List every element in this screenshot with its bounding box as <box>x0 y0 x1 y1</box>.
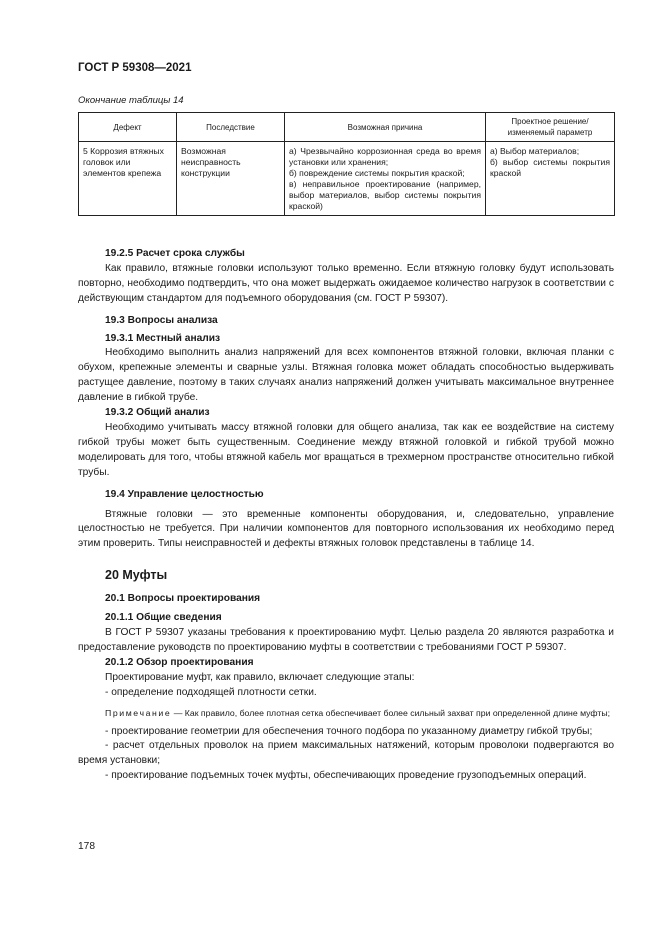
paragraph: В ГОСТ Р 59307 указаны требования к проектированию муфт. Целью раздела 20 являются разработка и предоставление руководств по проектированию муфты в соответствии с требованиями ГОСТ Р 59307. <box>78 627 614 653</box>
col-header-solution: Проектное решение/ изменяемый параметр <box>486 113 615 142</box>
cell-solutions <box>486 142 615 216</box>
solution-item: а) Выбор материалов; <box>490 146 580 156</box>
paragraph: Необходимо выполнить анализ напряжений для всех компонентов втяжной головки, включая планки с обухом, крепежные элементы и сварные узлы. Втяжная головка может обладать способностью выдерживать растущее давление, поэтому в таких случаях анализ напряжений должен учитывать максимальное внутреннее давление в гибкой трубе. <box>78 347 614 404</box>
table-header-row <box>79 113 615 142</box>
section-heading-20: 20 Муфты <box>105 568 168 583</box>
list-item: - проектирование подъемных точек муфты, обеспечивающих проведение грузоподъемных операций. <box>105 770 587 782</box>
paragraph: Как правило, втяжные головки используют только временно. Если втяжную головку будут использовать повторно, необходимо подтвердить, что она может выдержать ожидаемое количество нагрузок в соответствии с действующим стандартом для подъемного оборудования (см. ГОСТ Р 59307). <box>78 262 614 304</box>
section-heading-20-1-1: 20.1.1 Общие сведения <box>105 612 222 624</box>
note-text: — Как правило, более плотная сетка обеспечивает более сильный захват при определенной длине муфты; <box>171 707 611 718</box>
section-heading-19-3-2: 19.3.2 Общий анализ <box>105 407 210 419</box>
section-heading-19-2-5: 19.2.5 Расчет срока службы <box>105 248 245 259</box>
section-heading-19-3-1: 19.3.1 Местный анализ <box>105 332 221 344</box>
note <box>78 706 614 720</box>
list-item: - расчет отдельных проволок на прием максимальных натяжений, которым проволоки подвергаются во время установки; <box>78 740 614 767</box>
cell-causes <box>285 142 486 216</box>
cell-defect: 5 Коррозия втяжных головок или элементов крепежа <box>79 142 177 216</box>
table-row <box>79 142 615 216</box>
defects-table <box>78 112 615 216</box>
section-heading-20-1: 20.1 Вопросы проектирования <box>105 593 261 605</box>
paragraph: Необходимо учитывать массу втяжной головки для общего анализа, так как ее воздействие на систему гибкой трубы может быть существенным. Соединение между втяжной головкой и гибкой трубой можно моделировать для того, чтобы втяжной кабель мог вращаться в трехмерном пространстве относительно гибкой трубы. <box>78 421 614 478</box>
section-heading-19-4: 19.4 Управление целостностью <box>105 488 264 500</box>
col-header-cause: Возможная причина <box>285 113 486 142</box>
body-text <box>78 247 614 784</box>
paragraph: Втяжные головки — это временные компоненты оборудования, и, следовательно, управление целостностью не требуется. При наличии компонентов для повторного использования их необходимо перед этим проверить. Типы неисправностей и дефекты втяжных головок представлены в таблице 14. <box>78 508 614 550</box>
page-number: 178 <box>78 841 95 852</box>
cause-item: в) неправильное проектирование (например, выбор материалов, выбор системы покрытия краской) <box>289 179 481 211</box>
note-label: Примечание <box>105 707 172 718</box>
col-header-defect: Дефект <box>79 113 177 142</box>
solution-item: б) выбор системы покрытия краской <box>490 157 610 178</box>
col-header-consequence: Последствие <box>177 113 285 142</box>
list-item: - определение подходящей плотности сетки. <box>105 686 317 698</box>
table-caption: Окончание таблицы 14 <box>78 95 184 106</box>
section-heading-20-1-2: 20.1.2 Обзор проектирования <box>105 656 254 668</box>
cause-item: а) Чрезвычайно коррозионная среда во время установки или хранения; <box>289 146 481 167</box>
paragraph: Проектирование муфт, как правило, включает следующие этапы: <box>105 671 415 683</box>
cause-item: б) повреждение системы покрытия краской; <box>289 168 465 178</box>
document-header: ГОСТ Р 59308—2021 <box>78 62 192 74</box>
list-item: - проектирование геометрии для обеспечения точного подбора по указанному диаметру гибкой трубы; <box>105 725 593 737</box>
section-heading-19-3: 19.3 Вопросы анализа <box>105 314 218 326</box>
cell-consequence: Возможная неисправность конструкции <box>177 142 285 216</box>
